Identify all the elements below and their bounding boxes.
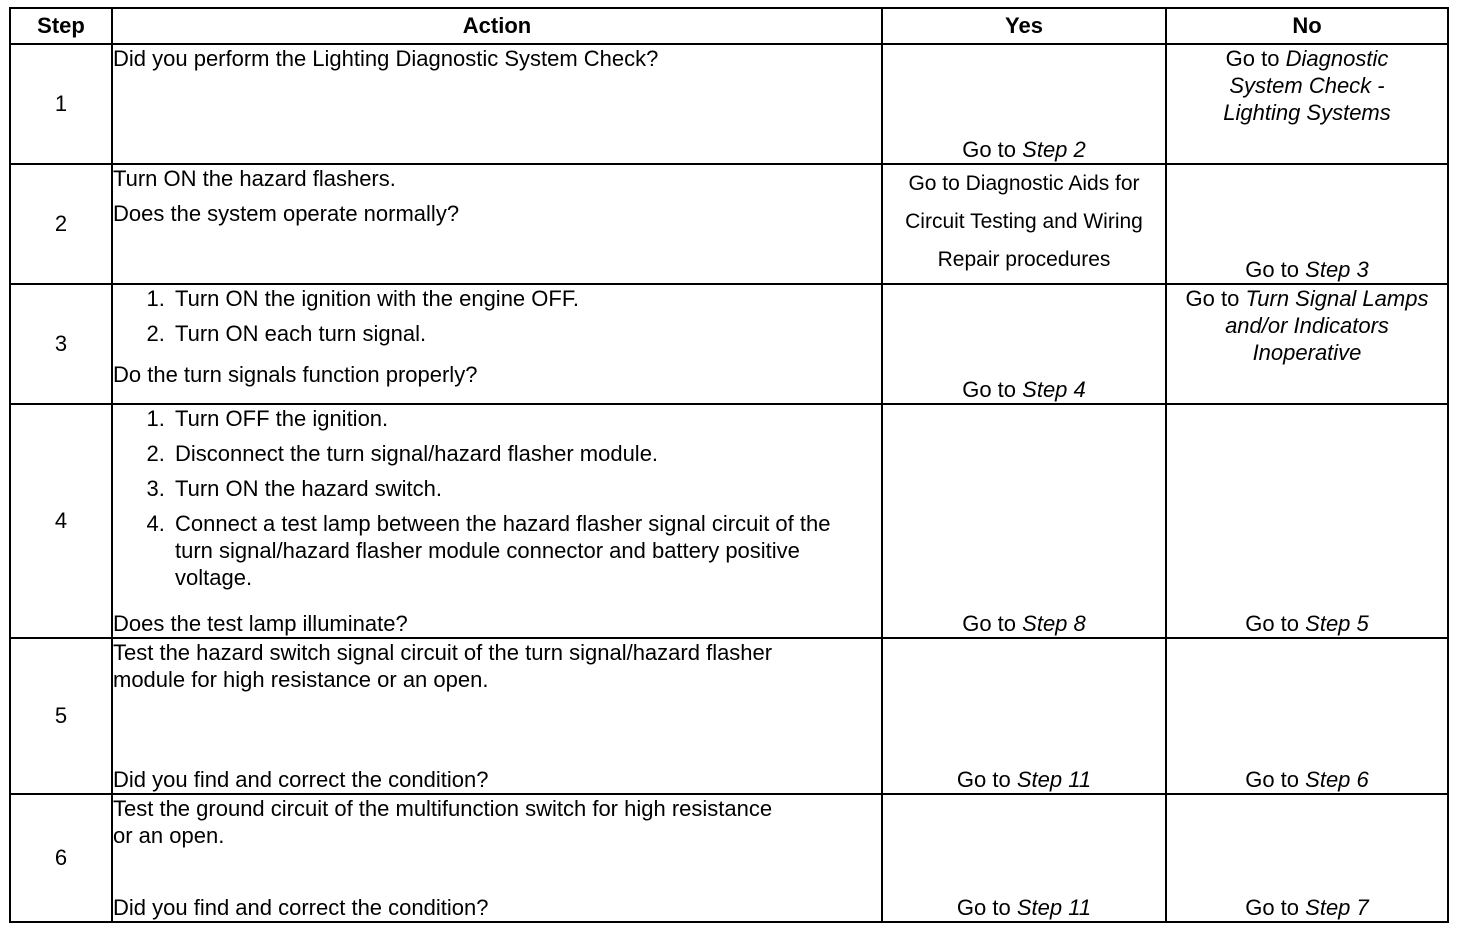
action-question: Did you find and correct the condition? bbox=[113, 767, 489, 792]
yes-cell bbox=[882, 164, 1166, 284]
action-step-item: 3. Turn ON the hazard switch. bbox=[171, 475, 841, 502]
no-prefix: Go to bbox=[1245, 895, 1300, 920]
yes-link[interactable]: Step 8 bbox=[1022, 611, 1086, 636]
header-action: Action bbox=[112, 8, 882, 44]
no-cell bbox=[1166, 794, 1448, 922]
step-number: 4 bbox=[10, 404, 112, 638]
table-row bbox=[10, 404, 1448, 638]
header-row bbox=[10, 8, 1448, 44]
no-prefix: Go to bbox=[1245, 257, 1300, 282]
action-cell bbox=[112, 164, 882, 284]
action-step-item: 2. Disconnect the turn signal/hazard flasher module. bbox=[171, 440, 841, 467]
yes-cell bbox=[882, 638, 1166, 794]
yes-cell bbox=[882, 794, 1166, 922]
table-row bbox=[10, 164, 1448, 284]
no-cell bbox=[1166, 638, 1448, 794]
action-cell bbox=[112, 638, 882, 794]
table-row bbox=[10, 44, 1448, 164]
action-cell bbox=[112, 794, 882, 922]
yes-prefix: Go to bbox=[962, 611, 1017, 636]
step-number: 1 bbox=[10, 44, 112, 164]
step-number: 3 bbox=[10, 284, 112, 404]
action-question: Did you find and correct the condition? bbox=[113, 895, 489, 920]
header-no: No bbox=[1166, 8, 1448, 44]
action-steps bbox=[113, 285, 881, 355]
no-link[interactable]: Step 3 bbox=[1305, 257, 1369, 282]
action-cell bbox=[112, 44, 882, 164]
no-prefix: Go to bbox=[1225, 46, 1280, 71]
yes-cell bbox=[882, 284, 1166, 404]
yes-prefix: Go to bbox=[962, 137, 1017, 162]
step-number: 2 bbox=[10, 164, 112, 284]
action-question: Does the test lamp illuminate? bbox=[113, 611, 408, 636]
yes-prefix: Go to bbox=[956, 767, 1011, 792]
no-link[interactable]: Step 5 bbox=[1305, 611, 1369, 636]
no-cell bbox=[1166, 44, 1448, 164]
yes-link[interactable]: Step 2 bbox=[1022, 137, 1086, 162]
no-cell bbox=[1166, 164, 1448, 284]
action-intro: Test the ground circuit of the multifunction switch for high resistance or an open. bbox=[113, 796, 773, 848]
no-cell bbox=[1166, 284, 1448, 404]
yes-prefix: Go to bbox=[956, 895, 1011, 920]
yes-cell bbox=[882, 404, 1166, 638]
action-question: Did you perform the Lighting Diagnostic System Check? bbox=[113, 46, 659, 71]
yes-link[interactable]: Step 11 bbox=[1016, 895, 1092, 920]
action-step-item: 4. Connect a test lamp between the hazard flasher signal circuit of the turn signal/hazard flasher module connector and battery positive voltage. bbox=[171, 510, 841, 591]
action-question: Does the system operate normally? bbox=[113, 201, 460, 226]
action-step-item: 1. Turn OFF the ignition. bbox=[171, 405, 841, 432]
diagnostic-table bbox=[9, 7, 1449, 923]
yes-link[interactable]: Step 11 bbox=[1016, 767, 1092, 792]
no-link[interactable]: Turn Signal Lamps and/or Indicators Inoperative bbox=[1225, 286, 1429, 365]
action-step-item: 2. Turn ON each turn signal. bbox=[171, 320, 881, 347]
no-prefix: Go to bbox=[1185, 286, 1240, 311]
action-cell bbox=[112, 404, 882, 638]
yes-link[interactable]: Step 4 bbox=[1022, 377, 1086, 402]
yes-prefix: Go to Diagnostic Aids for Circuit Testing and Wiring Repair procedures bbox=[905, 172, 1143, 271]
no-prefix: Go to bbox=[1245, 767, 1300, 792]
yes-prefix: Go to bbox=[962, 377, 1017, 402]
action-cell bbox=[112, 284, 882, 404]
action-intro: Test the hazard switch signal circuit of the turn signal/hazard flasher module for high resistance or an open. bbox=[113, 640, 773, 692]
yes-cell bbox=[882, 44, 1166, 164]
action-steps bbox=[113, 405, 841, 599]
no-link[interactable]: Step 6 bbox=[1305, 767, 1369, 792]
header-step: Step bbox=[10, 8, 112, 44]
table-row bbox=[10, 638, 1448, 794]
table-row bbox=[10, 284, 1448, 404]
no-cell bbox=[1166, 404, 1448, 638]
no-prefix: Go to bbox=[1245, 611, 1300, 636]
action-question: Do the turn signals function properly? bbox=[113, 362, 478, 387]
header-yes: Yes bbox=[882, 8, 1166, 44]
action-step-item: 1. Turn ON the ignition with the engine OFF. bbox=[171, 285, 881, 312]
action-intro: Turn ON the hazard flashers. bbox=[113, 166, 396, 191]
step-number: 6 bbox=[10, 794, 112, 922]
step-number: 5 bbox=[10, 638, 112, 794]
no-link[interactable]: Step 7 bbox=[1305, 895, 1369, 920]
table-row bbox=[10, 794, 1448, 922]
no-link[interactable]: Diagnostic System Check - Lighting Systems bbox=[1223, 46, 1391, 125]
